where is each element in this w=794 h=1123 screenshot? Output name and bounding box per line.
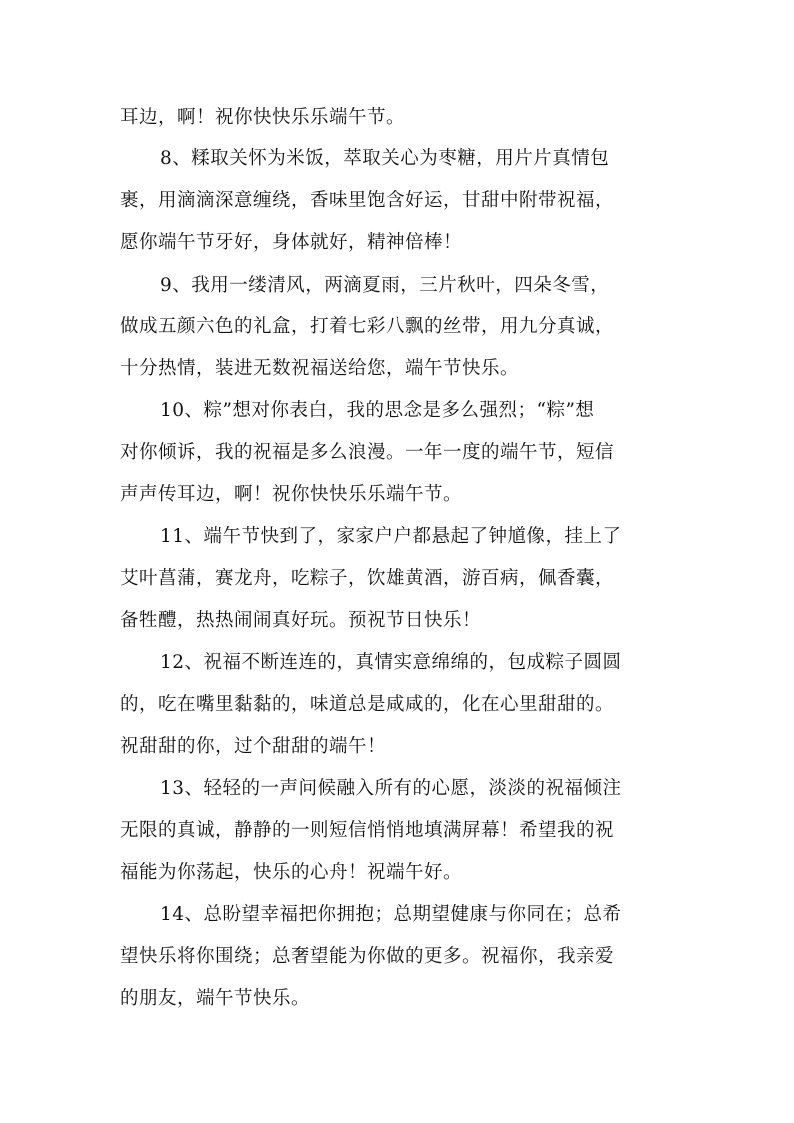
- paragraph-9-line: 做成五颜六色的礼盒，打着七彩八飘的丝带，用九分真诚，: [120, 316, 615, 337]
- paragraph-12-line: 的，吃在嘴里黏黏的，味道总是咸咸的，化在心里甜甜的。: [120, 694, 615, 715]
- paragraph-12-line: 12、祝福不断连连的，真情实意绵绵的，包成粽子圆圆: [160, 652, 622, 673]
- paragraph-10-line: 10、粽”想对你表白，我的思念是多么强烈；“粽”想: [160, 400, 595, 421]
- paragraph-12-line: 祝甜甜的你，过个甜甜的端午！: [120, 736, 387, 757]
- paragraph-14-line: 14、总盼望幸福把你拥抱；总期望健康与你同在；总希: [160, 904, 622, 925]
- paragraph-8-line: 8、糅取关怀为米饭，萃取关心为枣糖，用片片真情包: [160, 148, 610, 169]
- paragraph-10-line: 对你倾诉，我的祝福是多么浪漫。一年一度的端午节，短信: [120, 442, 615, 463]
- paragraph-14-line: 望快乐将你围绕；总奢望能为你做的更多。祝福你，我亲爱: [120, 946, 615, 967]
- paragraph-11-line: 11、端午节快到了，家家户户都悬起了钟馗像，挂上了: [160, 526, 622, 547]
- text-line: 耳边，啊！祝你快快乐乐端午节。: [120, 107, 406, 128]
- paragraph-9-line: 十分热情，装进无数祝福送给您，端午节快乐。: [120, 358, 520, 379]
- paragraph-8-line: 愿你端午节牙好，身体就好，精神倍棒！: [120, 232, 463, 253]
- paragraph-11-line: 备牲醴，热热闹闹真好玩。预祝节日快乐！: [120, 610, 482, 631]
- paragraph-10-line: 声声传耳边，啊！祝你快快乐乐端午节。: [120, 484, 463, 505]
- paragraph-11-line: 艾叶菖蒲，赛龙舟，吃粽子，饮雄黄酒，游百病，佩香囊，: [120, 568, 615, 589]
- paragraph-14-line: 的朋友，端午节快乐。: [120, 988, 311, 1009]
- paragraph-13-line: 无限的真诚，静静的一则短信悄悄地填满屏幕！希望我的祝: [120, 820, 615, 841]
- paragraph-9-line: 9、我用一缕清风，两滴夏雨，三片秋叶，四朵冬雪，: [160, 275, 610, 296]
- paragraph-8-line: 裹，用滴滴深意缠绕，香味里饱含好运，甘甜中附带祝福，: [120, 190, 615, 211]
- paragraph-13-line: 13、轻轻的一声问候融入所有的心愿，淡淡的祝福倾注: [160, 778, 622, 799]
- paragraph-13-line: 福能为你荡起，快乐的心舟！祝端午好。: [120, 862, 463, 883]
